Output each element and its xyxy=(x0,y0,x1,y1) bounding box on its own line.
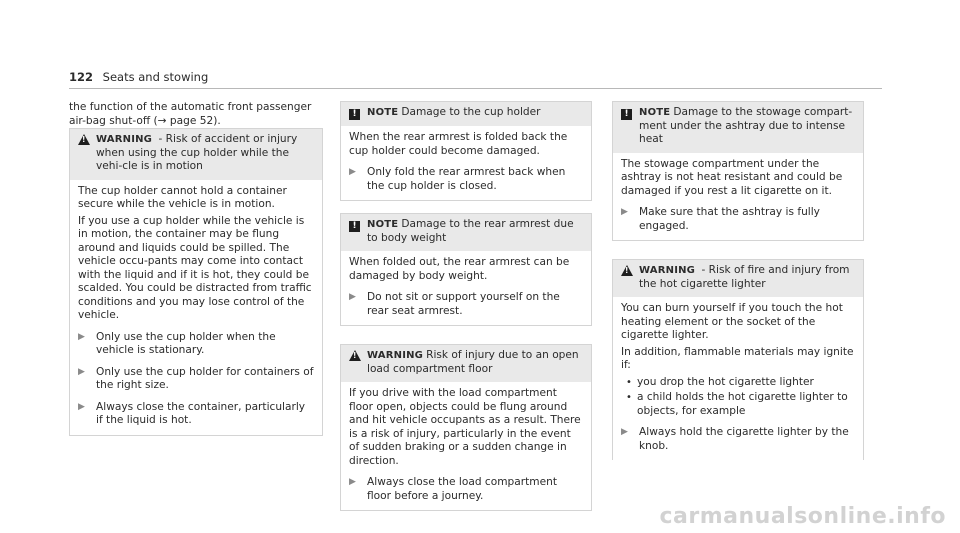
paragraph: When folded out, the rear armrest can be damaged by body weight. xyxy=(349,256,570,282)
exclamation-icon: ! xyxy=(349,218,367,232)
exclamation-icon: ! xyxy=(349,106,367,120)
warning-header xyxy=(613,260,863,297)
instruction-step xyxy=(349,166,583,193)
paragraph: When the rear armrest is folded back the cup holder could become damaged. xyxy=(349,131,568,157)
note-body xyxy=(341,251,591,325)
cup-holder-note-box xyxy=(340,101,592,201)
step-text: Only use the cup holder when the vehicle is stationary. xyxy=(96,330,276,356)
bullet-item xyxy=(621,391,855,418)
armrest-note-box xyxy=(340,213,592,326)
arrow-right-icon: ▶ xyxy=(621,207,628,217)
warning-title: Risk of injury due to an open load compartment floor xyxy=(367,349,579,375)
column-1 xyxy=(69,101,323,448)
warning-triangle-icon xyxy=(621,264,639,279)
note-header xyxy=(341,214,591,251)
note-title: Damage to the cup holder xyxy=(401,106,541,118)
step-text: Always hold the cigarette lighter by the knob. xyxy=(639,426,849,452)
warning-label: WARNING xyxy=(96,134,153,145)
step-text: Always close the container, particularly if the liquid is hot. xyxy=(96,400,306,426)
warning-body xyxy=(341,382,591,510)
note-title: Damage to the rear armrest due to body weight xyxy=(367,218,574,244)
bullet-text: you drop the hot cigarette lighter xyxy=(637,375,814,388)
warning-header xyxy=(70,129,322,180)
paragraph: If you drive with the load compartment floor open, objects could be flung around and hit vehicle occupants as a result. There is a risk of injury, particularly in the event of sudden braking or a sudden change in direction. xyxy=(349,387,581,467)
cup-holder-warning-box xyxy=(69,128,323,436)
note-body xyxy=(613,153,863,241)
exclamation-icon: ! xyxy=(621,106,639,120)
warning-triangle-icon xyxy=(78,133,96,148)
arrow-right-icon: ▶ xyxy=(349,292,356,302)
warning-body xyxy=(70,180,322,435)
arrow-right-icon: ▶ xyxy=(78,401,85,412)
instruction-step xyxy=(621,426,855,453)
paragraph: If you use a cup holder while the vehicle is in motion, the container may be flung around and liquids could be spilled. The vehicle occu-pants may come into contact with the liquid and if it is hot, they could be scalded. You could be distracted from traffic conditions and you may lose control of the vehicle. xyxy=(78,214,312,321)
column-3 xyxy=(612,101,864,472)
step-text: Do not sit or support yourself on the rear seat armrest. xyxy=(367,291,560,317)
instruction-step xyxy=(621,206,855,233)
warning-title: - Risk of accident or injury when using the cup holder while the vehi-cle is in motion xyxy=(96,133,298,172)
step-text: Only fold the rear armrest back when the cup holder is closed. xyxy=(367,166,566,192)
load-floor-warning-box xyxy=(340,344,592,511)
warning-label: WARNING xyxy=(639,265,696,276)
note-body xyxy=(341,126,591,200)
step-text: Make sure that the ashtray is fully engaged. xyxy=(639,206,820,232)
bullet-icon: • xyxy=(626,376,632,388)
cigarette-lighter-warning-box xyxy=(612,259,864,460)
step-text: Always close the load compartment floor before a journey. xyxy=(367,476,557,502)
instruction-step xyxy=(349,291,583,318)
stowage-note-box xyxy=(612,101,864,241)
paragraph: You can burn yourself if you touch the hot heating element or the socket of the cigarette lighter. xyxy=(621,302,843,341)
page-header xyxy=(69,70,208,84)
arrow-right-icon: ▶ xyxy=(349,477,356,487)
arrow-right-icon: ▶ xyxy=(349,167,356,177)
paragraph: The stowage compartment under the ashtray is not heat resistant and could be damaged if you rest a lit cigarette on it. xyxy=(621,157,843,197)
intro-text: the function of the automatic front passenger air-bag shut-off (→ page 52). xyxy=(69,101,312,127)
warning-title: - Risk of fire and injury from the hot cigarette lighter xyxy=(639,264,850,290)
note-header xyxy=(341,102,591,126)
column-2 xyxy=(340,101,592,523)
arrow-right-icon: ▶ xyxy=(78,366,85,377)
step-text: Only use the cup holder for containers of the right size. xyxy=(96,365,314,391)
bullet-text: a child holds the hot cigarette lighter to objects, for example xyxy=(637,391,848,417)
header-divider xyxy=(69,88,882,89)
arrow-right-icon: ▶ xyxy=(621,427,628,437)
watermark: carmanualsonline.info xyxy=(659,504,946,529)
warning-header xyxy=(341,345,591,382)
instruction-step xyxy=(349,476,583,503)
bullet-item xyxy=(621,376,855,390)
note-title: Damage to the stowage compart-ment under the ashtray due to intense heat xyxy=(639,106,853,145)
note-label: NOTE xyxy=(367,219,399,230)
section-title: Seats and stowing xyxy=(102,70,209,84)
instruction-step xyxy=(78,401,314,428)
arrow-right-icon: ▶ xyxy=(78,331,85,342)
instruction-step xyxy=(78,366,314,393)
bullet-icon: • xyxy=(626,392,632,403)
note-header xyxy=(613,102,863,153)
note-label: NOTE xyxy=(639,107,671,118)
warning-label: WARNING xyxy=(367,350,424,361)
paragraph: The cup holder cannot hold a container secure while the vehicle is in motion. xyxy=(78,184,287,210)
paragraph: In addition, flammable materials may ignite if: xyxy=(621,345,854,371)
note-label: NOTE xyxy=(367,107,399,118)
page-number: 122 xyxy=(69,70,94,84)
warning-body xyxy=(613,297,863,460)
instruction-step xyxy=(78,331,314,358)
warning-triangle-icon xyxy=(349,349,367,364)
